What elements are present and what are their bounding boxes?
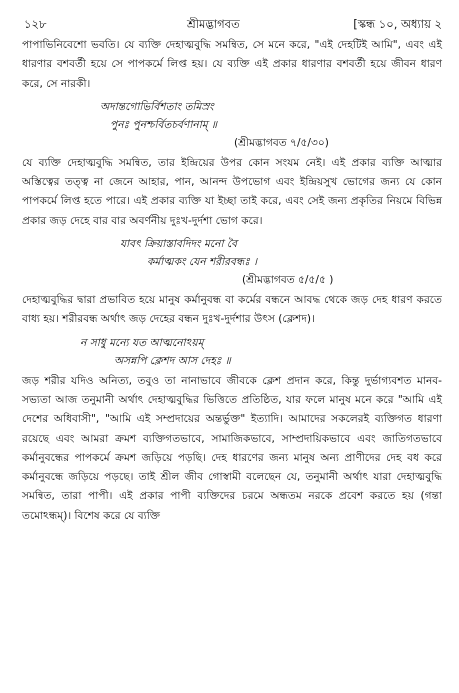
text-line: ব্যক্তি এই প্রকার ধারণার বশবর্তী হয়ে জীবন ধারণ করে, সে নারকী। (22, 58, 442, 90)
text-line: যে ব্যক্তি দেহাত্মবুদ্ধি সমন্বিত, তার ইন্দ্রিয়ের উপর কোন সংযম নেই। এই প্রকার (22, 156, 376, 169)
paragraph-4 (22, 372, 442, 526)
chapter-reference: [স্কন্ধ ১০, অধ্যায় ২ (353, 17, 442, 31)
verse-line: পুনঃ পুনশ্চর্বিতচর্বণানাম্ ॥ (110, 118, 218, 131)
text-line: তনুমানী অর্থাৎ যারা দেহাত্মবুদ্ধি সমন্বিত, তারা পাপী। এই প্রকার পাপী ব্যক্তিদের (22, 471, 442, 503)
verse-line: অসন্নপি ক্লেশদ আস দেহঃ ॥ (114, 354, 231, 367)
text-line: দেহাত্মবুদ্ধির দ্বারা প্রভাবিত হয়ে মানুষ কর্মানুবন্ধ বা কর্মের বন্ধনে আবদ্ধ থেকে (22, 294, 348, 307)
verse-line: ন সাধু মন্যে যত আত্মনোঽয়ম্ (80, 336, 204, 349)
text-line: ইন্দ্রিয়সুখ ভোগের জন্য যে কোন পাপকর্মে লিপ্ত হতে পারে। এই প্রকার ব্যক্তি (22, 176, 442, 208)
paragraph-3 (22, 291, 442, 330)
text-line: বধ করে কর্মানুবন্ধে জড়িয়ে পড়ছে। তাই শ্রীল জীব গোস্বামী বলেছেন যে, (22, 451, 442, 484)
page-number: ১২৮ (24, 17, 47, 31)
text-line: দেহটিই আমি", এবং এই ধারণার বশবর্তী হয়ে সে পাপকর্মে লিপ্ত হয়। যে (22, 39, 442, 71)
verse-3 (22, 334, 442, 370)
text-line: ব্যক্তিগতভাবে, সামাজিকভাবে, সাম্প্রদায়িকভাবে এবং জাতিগতভাবে কর্মানুবন্ধের (22, 432, 442, 464)
book-page (22, 8, 442, 526)
text-line: যার ফলে মানুষ মনে করে "আমি এই দেশের অধিবাসী", "আমি এই সম্প্রদায়ের (22, 393, 443, 426)
text-line: ব্যক্তি আত্মার অস্তিত্বের তত্ত্ব না জেনে আহার, পান, আনন্দ উপভোগ এবং (22, 156, 442, 189)
text-line: অন্তর্ভুক্ত" ইত্যাদি। আমাদের সকলেরই ব্যক্তিগত ধারণা রয়েছে এবং আমরা ক্রমশ (22, 413, 442, 445)
paragraph-1 (22, 36, 442, 94)
verse-line: অদান্তগোভির্বিশতাং তমিস্রং (100, 100, 214, 113)
verse-reference: (শ্রীমদ্ভাগবত ৭/৫/৩০) (234, 136, 329, 149)
verse-line: কর্মাত্মকং যেন শরীরবন্ধঃ । (147, 256, 258, 269)
text-line: উৎস (ক্লেশদ)। (253, 313, 315, 326)
text-line: পাপকর্মে ক্রমশ জড়িয়ে পড়ছি। দেহ ধারণের জন্য মানুষ অন্য প্রাণীদের দেহ (74, 451, 402, 464)
text-line: জড় শরীর যদিও অনিত্য, তবুও তা নানাভাবে জীবকে ক্লেশ প্রদান করে, কিন্তু (22, 374, 360, 387)
text-line: পাপাভিনিবেশো ভবতি। যে ব্যক্তি দেহাত্মবুদ্ধি সমন্বিত, সে মনে করে, "এই (22, 39, 333, 51)
running-title: শ্রীমদ্ভাগবত (187, 17, 240, 31)
verse-line: যাবৎ ক্রিয়াস্তাবদিদং মনো বৈ (120, 238, 238, 251)
text-line: জড় দেহ ধারণ করতে বাধ্য হয়। শরীরবন্ধ অর্থাৎ জড় দেহের বন্ধন দুঃখ-দুর্দশার (22, 294, 443, 326)
paragraph-2 (22, 154, 442, 231)
verse-2 (22, 235, 442, 289)
verse-1 (22, 98, 442, 152)
page-header (22, 8, 442, 34)
text-line: চরমে অন্ধতম নরকে প্রবেশ করতে হয় (গন্তা তমোঽন্ধম্)। বিশেষ করে যে ব্যক্তি (22, 490, 442, 522)
text-line: যা ইচ্ছা তাই করে, এবং সেই জন্য প্রকৃতির নিয়মে বিভিন্ন প্রকার জড় দেহে (22, 195, 442, 227)
verse-reference: (শ্রীমদ্ভাগবত ৫/৫/৫ ) (242, 274, 334, 287)
text-line: দুর্ভাগ্যবশত মানব-সভ্যতা আজ তনুমানী অর্থাৎ দেহাত্মবুদ্ধির ভিত্তিতে প্রতিষ্ঠিত, (22, 374, 443, 406)
text-line: বার বার অবর্ণনীয় দুঃখ-দুর্দশা ভোগ করে। (93, 214, 263, 227)
